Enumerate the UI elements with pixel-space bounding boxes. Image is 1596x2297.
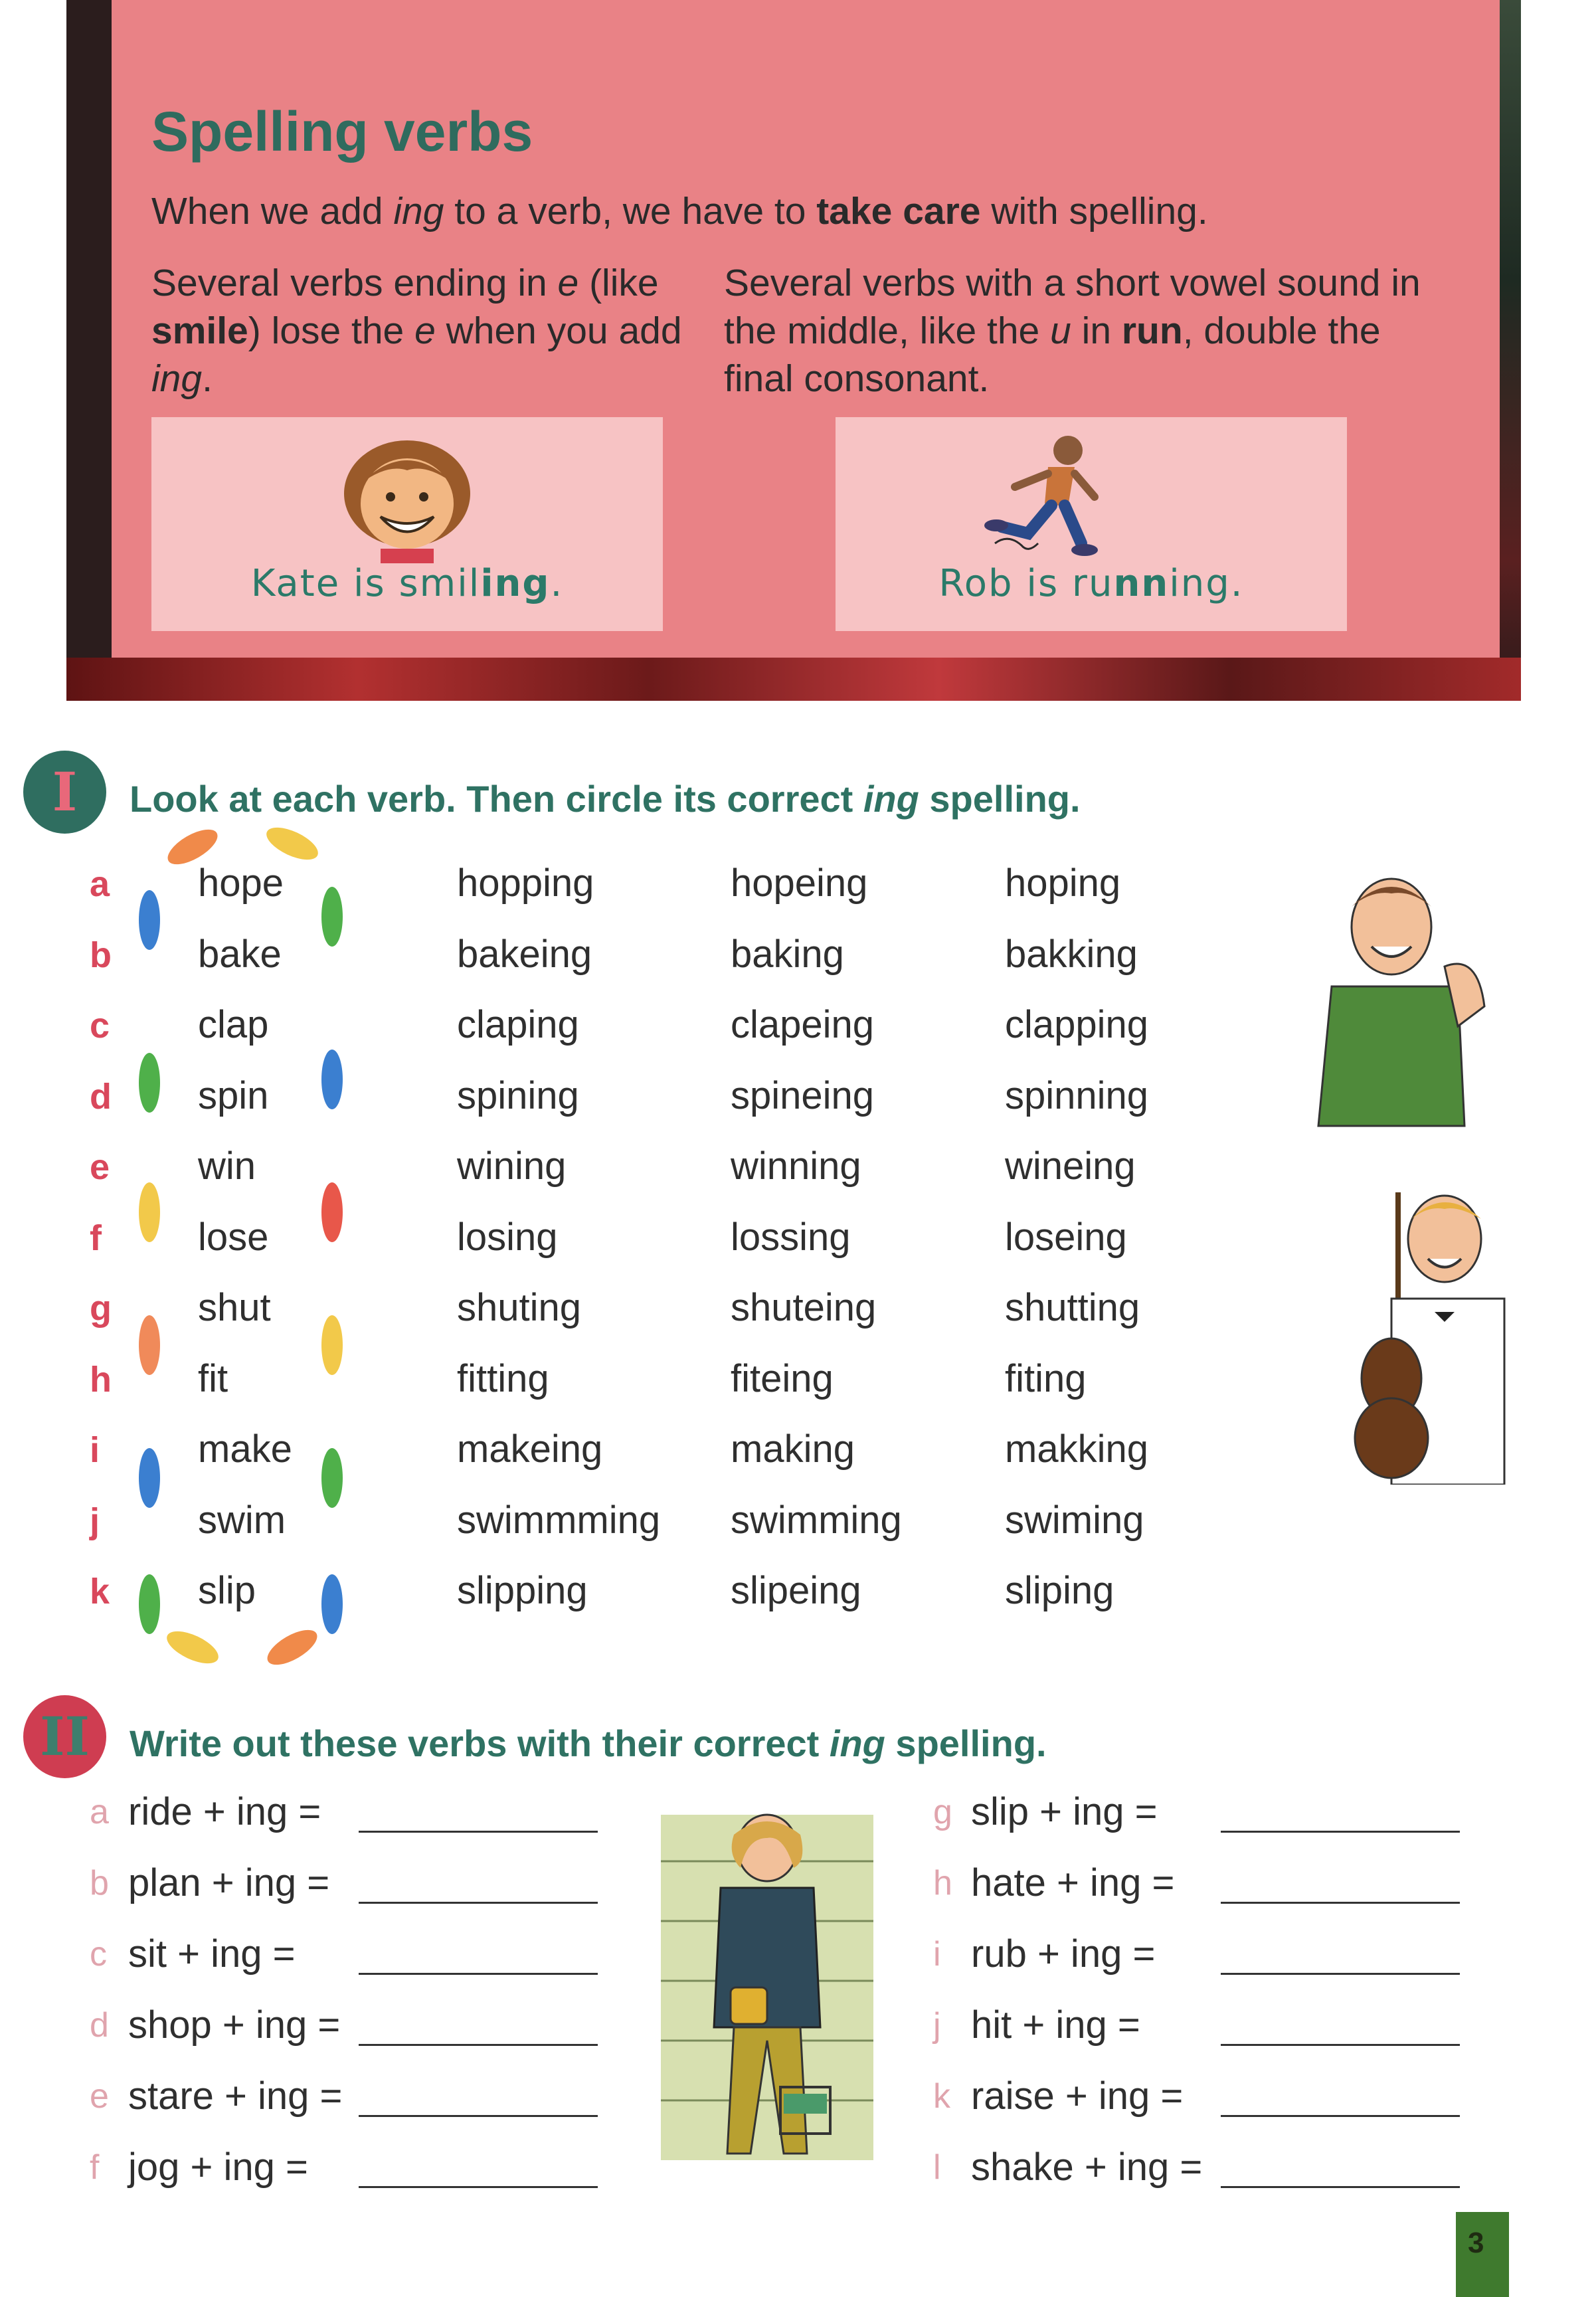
- verb-sum: shop + ing =: [128, 2003, 341, 2047]
- woman-shopping-illustration: [654, 1808, 880, 2177]
- box-title: Spelling verbs: [151, 100, 533, 163]
- item-letter: l: [933, 2148, 941, 2187]
- rule-right-text: [724, 259, 1455, 403]
- rule-left-text: [151, 259, 703, 403]
- rule-right-italic: u: [1050, 310, 1071, 352]
- verb-sum: ride + ing =: [128, 1790, 321, 1833]
- answer-blank[interactable]: [359, 2044, 598, 2046]
- spelling-option[interactable]: makking: [1005, 1427, 1148, 1471]
- section-two-heading: [130, 1722, 1047, 1765]
- item-letter: f: [90, 2148, 100, 2187]
- heading-ing: ing: [863, 778, 919, 820]
- rule-right-part: in: [1071, 310, 1122, 352]
- spelling-option[interactable]: shuteing: [731, 1286, 877, 1329]
- item-letter: i: [933, 1935, 941, 1974]
- base-verb: hope: [198, 862, 284, 905]
- intro-part: When we add: [151, 190, 394, 232]
- spelling-option[interactable]: wineing: [1005, 1145, 1136, 1188]
- verb-sum: shake + ing =: [971, 2146, 1203, 2189]
- rule-left-part: ) lose the: [248, 310, 415, 352]
- item-letter: b: [90, 1864, 109, 1902]
- answer-blank[interactable]: [1221, 1902, 1460, 1904]
- row-letter: h: [90, 1360, 112, 1400]
- verb-sum: plan + ing =: [128, 1861, 330, 1904]
- spelling-option[interactable]: spining: [457, 1074, 579, 1117]
- verb-sum: hit + ing =: [971, 2003, 1140, 2047]
- item-letter: j: [933, 2006, 941, 2045]
- spelling-option[interactable]: making: [731, 1427, 855, 1471]
- answer-blank[interactable]: [1221, 2044, 1460, 2046]
- spelling-option[interactable]: fiteing: [731, 1357, 834, 1400]
- spelling-option[interactable]: claping: [457, 1003, 579, 1046]
- spelling-option[interactable]: fitting: [457, 1357, 549, 1400]
- intro-part: to a verb, we have to: [444, 190, 817, 232]
- answer-blank[interactable]: [1221, 1831, 1460, 1833]
- heading-part: Write out these verbs with their correct: [130, 1722, 830, 1764]
- answer-blank[interactable]: [1221, 1973, 1460, 1975]
- spelling-option[interactable]: swiming: [1005, 1499, 1144, 1542]
- item-letter: d: [90, 2006, 109, 2045]
- base-verb: shut: [198, 1286, 271, 1329]
- intro-bold: take care: [816, 190, 981, 232]
- base-verb: lose: [198, 1216, 269, 1259]
- row-letter: c: [90, 1006, 110, 1046]
- rule-right-part: Several verbs with a short vowel sound in the middle, like the: [724, 262, 1421, 352]
- spelling-option[interactable]: makeing: [457, 1427, 603, 1471]
- heading-ing: ing: [829, 1722, 885, 1764]
- example-rob-text: [836, 562, 1347, 605]
- rule-left-part: .: [202, 357, 213, 400]
- answer-blank[interactable]: [359, 1973, 598, 1975]
- rule-left-part: (like: [578, 262, 659, 304]
- spelling-option[interactable]: clapeing: [731, 1003, 875, 1046]
- answer-blank[interactable]: [359, 2186, 598, 2188]
- item-letter: c: [90, 1935, 107, 1974]
- clapping-man-and-violinist-illustration: [1292, 873, 1511, 1485]
- row-letter: g: [90, 1289, 112, 1329]
- example-kate-part: .: [550, 562, 564, 605]
- spelling-option[interactable]: slipping: [457, 1569, 588, 1612]
- spelling-option[interactable]: spinning: [1005, 1074, 1149, 1117]
- base-verb: make: [198, 1427, 292, 1471]
- intro-ing: ing: [393, 190, 444, 232]
- rule-left-italic: e: [414, 310, 436, 352]
- heading-part: spelling.: [885, 1722, 1047, 1764]
- example-card-rob: [836, 417, 1347, 631]
- spelling-option[interactable]: fiting: [1005, 1357, 1087, 1400]
- section-one-badge: I: [23, 751, 106, 834]
- example-card-kate: [151, 417, 663, 631]
- heading-part: Look at each verb. Then circle its correct: [130, 778, 863, 820]
- example-rob-bold: nn: [1113, 562, 1170, 605]
- spelling-option[interactable]: hopping: [457, 862, 594, 905]
- row-letter: e: [90, 1147, 110, 1187]
- rule-left-part: Several verbs ending in: [151, 262, 558, 304]
- spelling-option[interactable]: bakeing: [457, 933, 592, 976]
- rule-left-italic: ing: [151, 357, 203, 400]
- spelling-option[interactable]: loseing: [1005, 1216, 1127, 1259]
- intro-part: with spelling.: [980, 190, 1208, 232]
- verb-sum: rub + ing =: [971, 1932, 1156, 1975]
- section-two-badge: II: [23, 1695, 106, 1778]
- answer-blank[interactable]: [1221, 2186, 1460, 2188]
- spelling-option[interactable]: shutting: [1005, 1286, 1140, 1329]
- row-letter: j: [90, 1501, 100, 1541]
- spelling-option[interactable]: winning: [731, 1145, 861, 1188]
- row-letter: k: [90, 1572, 110, 1611]
- spelling-option[interactable]: lossing: [731, 1216, 851, 1259]
- spelling-option[interactable]: sliping: [1005, 1569, 1114, 1612]
- item-letter: a: [90, 1793, 109, 1831]
- verb-sum: slip + ing =: [971, 1790, 1158, 1833]
- example-kate-part: Kate is smil: [250, 562, 481, 605]
- item-letter: k: [933, 2077, 950, 2116]
- answer-blank[interactable]: [1221, 2115, 1460, 2117]
- spelling-option[interactable]: hopeing: [731, 862, 868, 905]
- rule-left-italic: e: [557, 262, 579, 304]
- verb-sum: sit + ing =: [128, 1932, 296, 1975]
- base-verb: slip: [198, 1569, 256, 1612]
- example-rob-part: Rob is ru: [938, 562, 1114, 605]
- example-rob-part: ing.: [1169, 562, 1244, 605]
- rule-left-part: when you add: [435, 310, 682, 352]
- verb-sum: jog + ing =: [128, 2146, 308, 2189]
- example-kate-bold: ing: [480, 562, 551, 605]
- base-verb: swim: [198, 1499, 286, 1542]
- row-letter: f: [90, 1218, 102, 1258]
- running-boy-illustration: [975, 427, 1108, 560]
- spelling-option[interactable]: losing: [457, 1216, 558, 1259]
- base-verb: win: [198, 1145, 256, 1188]
- spelling-option[interactable]: baking: [731, 933, 844, 976]
- frame-decoration-bottom: [66, 658, 1521, 701]
- example-kate-text: [151, 562, 663, 605]
- verb-sum: hate + ing =: [971, 1861, 1175, 1904]
- base-verb: spin: [198, 1074, 269, 1117]
- spelling-option[interactable]: swimmming: [457, 1499, 661, 1542]
- base-verb: clap: [198, 1003, 269, 1046]
- row-letter: a: [90, 864, 110, 904]
- answer-blank[interactable]: [359, 1831, 598, 1833]
- spelling-option[interactable]: clapping: [1005, 1003, 1149, 1046]
- spelling-option[interactable]: hoping: [1005, 862, 1121, 905]
- spelling-option[interactable]: swimming: [731, 1499, 902, 1542]
- section-one-heading: [130, 777, 1081, 820]
- spelling-option[interactable]: slipeing: [731, 1569, 861, 1612]
- verb-sum: stare + ing =: [128, 2074, 343, 2118]
- smiling-girl-illustration: [327, 430, 487, 563]
- base-verb: fit: [198, 1357, 228, 1400]
- heading-part: spelling.: [919, 778, 1081, 820]
- spelling-option[interactable]: wining: [457, 1145, 567, 1188]
- intro-text: [151, 187, 1208, 235]
- base-verb: bake: [198, 933, 282, 976]
- spelling-option[interactable]: spineing: [731, 1074, 875, 1117]
- item-letter: h: [933, 1864, 952, 1902]
- spelling-option[interactable]: shuting: [457, 1286, 582, 1329]
- row-letter: i: [90, 1430, 100, 1470]
- spelling-option[interactable]: bakking: [1005, 933, 1138, 976]
- rule-right-part: , double the final consonant.: [724, 310, 1381, 400]
- row-letter: d: [90, 1077, 112, 1117]
- rule-right-bold: run: [1121, 310, 1183, 352]
- rule-left-bold: smile: [151, 310, 248, 352]
- answer-blank[interactable]: [359, 2115, 598, 2117]
- verb-sum: raise + ing =: [971, 2074, 1184, 2118]
- page-number: 3: [1468, 2227, 1484, 2259]
- item-letter: g: [933, 1793, 952, 1831]
- item-letter: e: [90, 2077, 109, 2116]
- row-letter: b: [90, 935, 112, 975]
- answer-blank[interactable]: [359, 1902, 598, 1904]
